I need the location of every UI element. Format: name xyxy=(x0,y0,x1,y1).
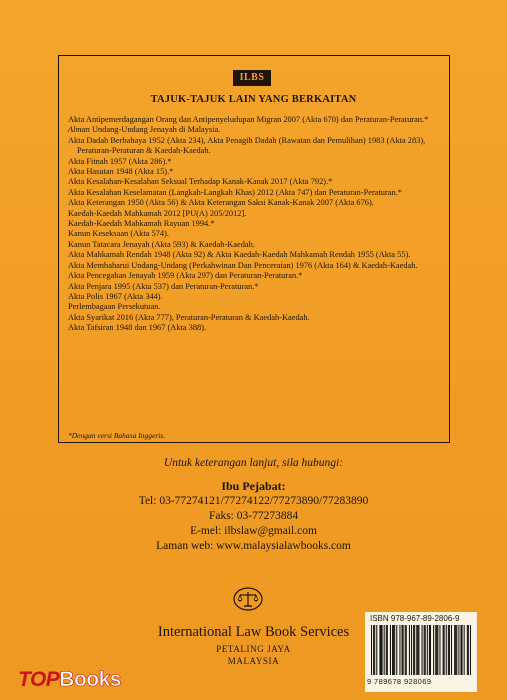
contact-block xyxy=(0,456,507,554)
related-title-item xyxy=(68,115,438,125)
related-title-item xyxy=(68,198,438,208)
publisher-name: International Law Book Services xyxy=(157,624,350,640)
related-title-item xyxy=(68,282,438,292)
related-title-item xyxy=(68,250,438,260)
related-title-item xyxy=(68,240,438,250)
related-title-text: Undang-Undang Jenayah di Malaysia. xyxy=(89,125,221,135)
related-title-item xyxy=(68,188,438,198)
publisher-country: MALAYSIA xyxy=(227,656,280,666)
isbn: ISBN 978-967-89-2806-9 xyxy=(370,614,460,623)
email: E-mel: ilbslaw@gmail.com xyxy=(190,525,317,537)
publisher-badge: ILBS xyxy=(233,70,271,86)
related-title-text: Akta Dadah Berbahaya 1952 (Akta 234), Akta Penagih Dadah (Rawatan dan Pemulihan) 1983 (Akta 283), Peraturan-Peraturan & Kaedah-Kaedah. xyxy=(68,135,426,156)
publisher-city: PETALING JAYA xyxy=(216,644,291,654)
watermark-top: TOP xyxy=(18,668,60,691)
related-title-author: Alman xyxy=(68,125,90,135)
footnote: *Dengan versi Bahasa Inggeris. xyxy=(68,431,166,440)
related-title-item xyxy=(68,209,438,219)
topbooks-watermark xyxy=(18,668,121,692)
related-title-item xyxy=(68,323,438,333)
related-title-text: Kanun Keseksaan (Akta 574). xyxy=(68,229,169,239)
barcode xyxy=(371,625,471,675)
related-title-text: Akta Mahkamah Rendah 1948 (Akta 92) & Akta Kaedah-Kaedah Mahkamah Rendah 1955 (Akta 55). xyxy=(68,250,411,260)
related-title-text: Akta Fitnah 1957 (Akta 286).* xyxy=(68,156,172,166)
related-title-text: Akta Hasutan 1948 (Akta 15).* xyxy=(68,167,174,177)
related-title-item xyxy=(68,136,438,157)
contact-intro: Untuk keterangan lanjut, sila hubungi: xyxy=(163,457,344,469)
related-title-text: Kanun Tatacara Jenayah (Akta 593) & Kaedah-Kaedah. xyxy=(68,239,255,249)
telephone: Tel: 03-77274121/77274122/77273890/77283890 xyxy=(138,495,369,507)
related-title-item xyxy=(68,157,438,167)
related-titles-list xyxy=(68,115,438,334)
barcode-number: 9 789678 928069 xyxy=(367,677,432,686)
related-title-item xyxy=(68,313,438,323)
fax: Faks: 03-77273884 xyxy=(208,510,299,522)
related-title-text: Kaedah-Kaedah Mahkamah 2012 [PU(A) 205/2012]. xyxy=(68,208,247,218)
related-title-item xyxy=(68,261,438,271)
related-title-text: Akta Keterangan 1950 (Akta 56) & Akta Keterangan Saksi Kanak-Kanak 2007 (Akta 676). xyxy=(68,198,374,208)
related-title-text: Akta Kesalahan-Kesalahan Seksual Terhadap Kanak-Kanak 2017 (Akta 792).* xyxy=(68,177,333,187)
related-title-item xyxy=(68,271,438,281)
related-title-item xyxy=(68,125,438,135)
head-office-label: Ibu Pejabat: xyxy=(221,479,286,493)
watermark-books: Books xyxy=(59,668,121,691)
website: Laman web: www.malaysialawbooks.com xyxy=(156,540,351,552)
related-title-item xyxy=(68,177,438,187)
scales-of-justice-icon xyxy=(233,587,263,611)
related-title-text: Akta Tafsiran 1948 dan 1967 (Akta 388). xyxy=(68,323,207,333)
related-title-text: Akta Polis 1967 (Akta 344). xyxy=(68,291,163,301)
related-title-item xyxy=(68,229,438,239)
related-title-text: Akta Kesalahan Keselamatan (Langkah-Langkah Khas) 2012 (Akta 747) dan Peraturan-Peraturan.* xyxy=(68,187,402,197)
related-title-text: Akta Antipemerdagangan Orang dan Antipenyeludupan Migran 2007 (Akta 670) dan Peraturan-Peraturan.* xyxy=(68,115,429,124)
related-title-item xyxy=(68,292,438,302)
related-title-item xyxy=(68,302,438,312)
related-title-text: Perlembagaan Persekutuan. xyxy=(68,302,161,312)
related-title-item xyxy=(68,219,438,229)
related-title-text: Kaedah-Kaedah Mahkamah Rayuan 1994.* xyxy=(68,219,215,229)
related-title-text: Akta Pencegahan Jenayah 1959 (Akta 297) dan Peraturan-Peraturan.* xyxy=(68,271,303,281)
related-title-item xyxy=(68,167,438,177)
related-title-text: Akta Penjara 1995 (Akta 537) dan Peraturan-Peraturan.* xyxy=(68,281,259,291)
section-title: TAJUK-TAJUK LAIN YANG BERKAITAN xyxy=(150,94,357,105)
related-title-text: Akta Membaharui Undang-Undang (Perkahwinan Dan Penceraian) 1976 (Akta 164) & Kaedah-Kaedah. xyxy=(68,260,418,270)
related-title-text: Akta Syarikat 2016 (Akta 777), Peraturan-Peraturan & Kaedah-Kaedah. xyxy=(68,312,310,322)
